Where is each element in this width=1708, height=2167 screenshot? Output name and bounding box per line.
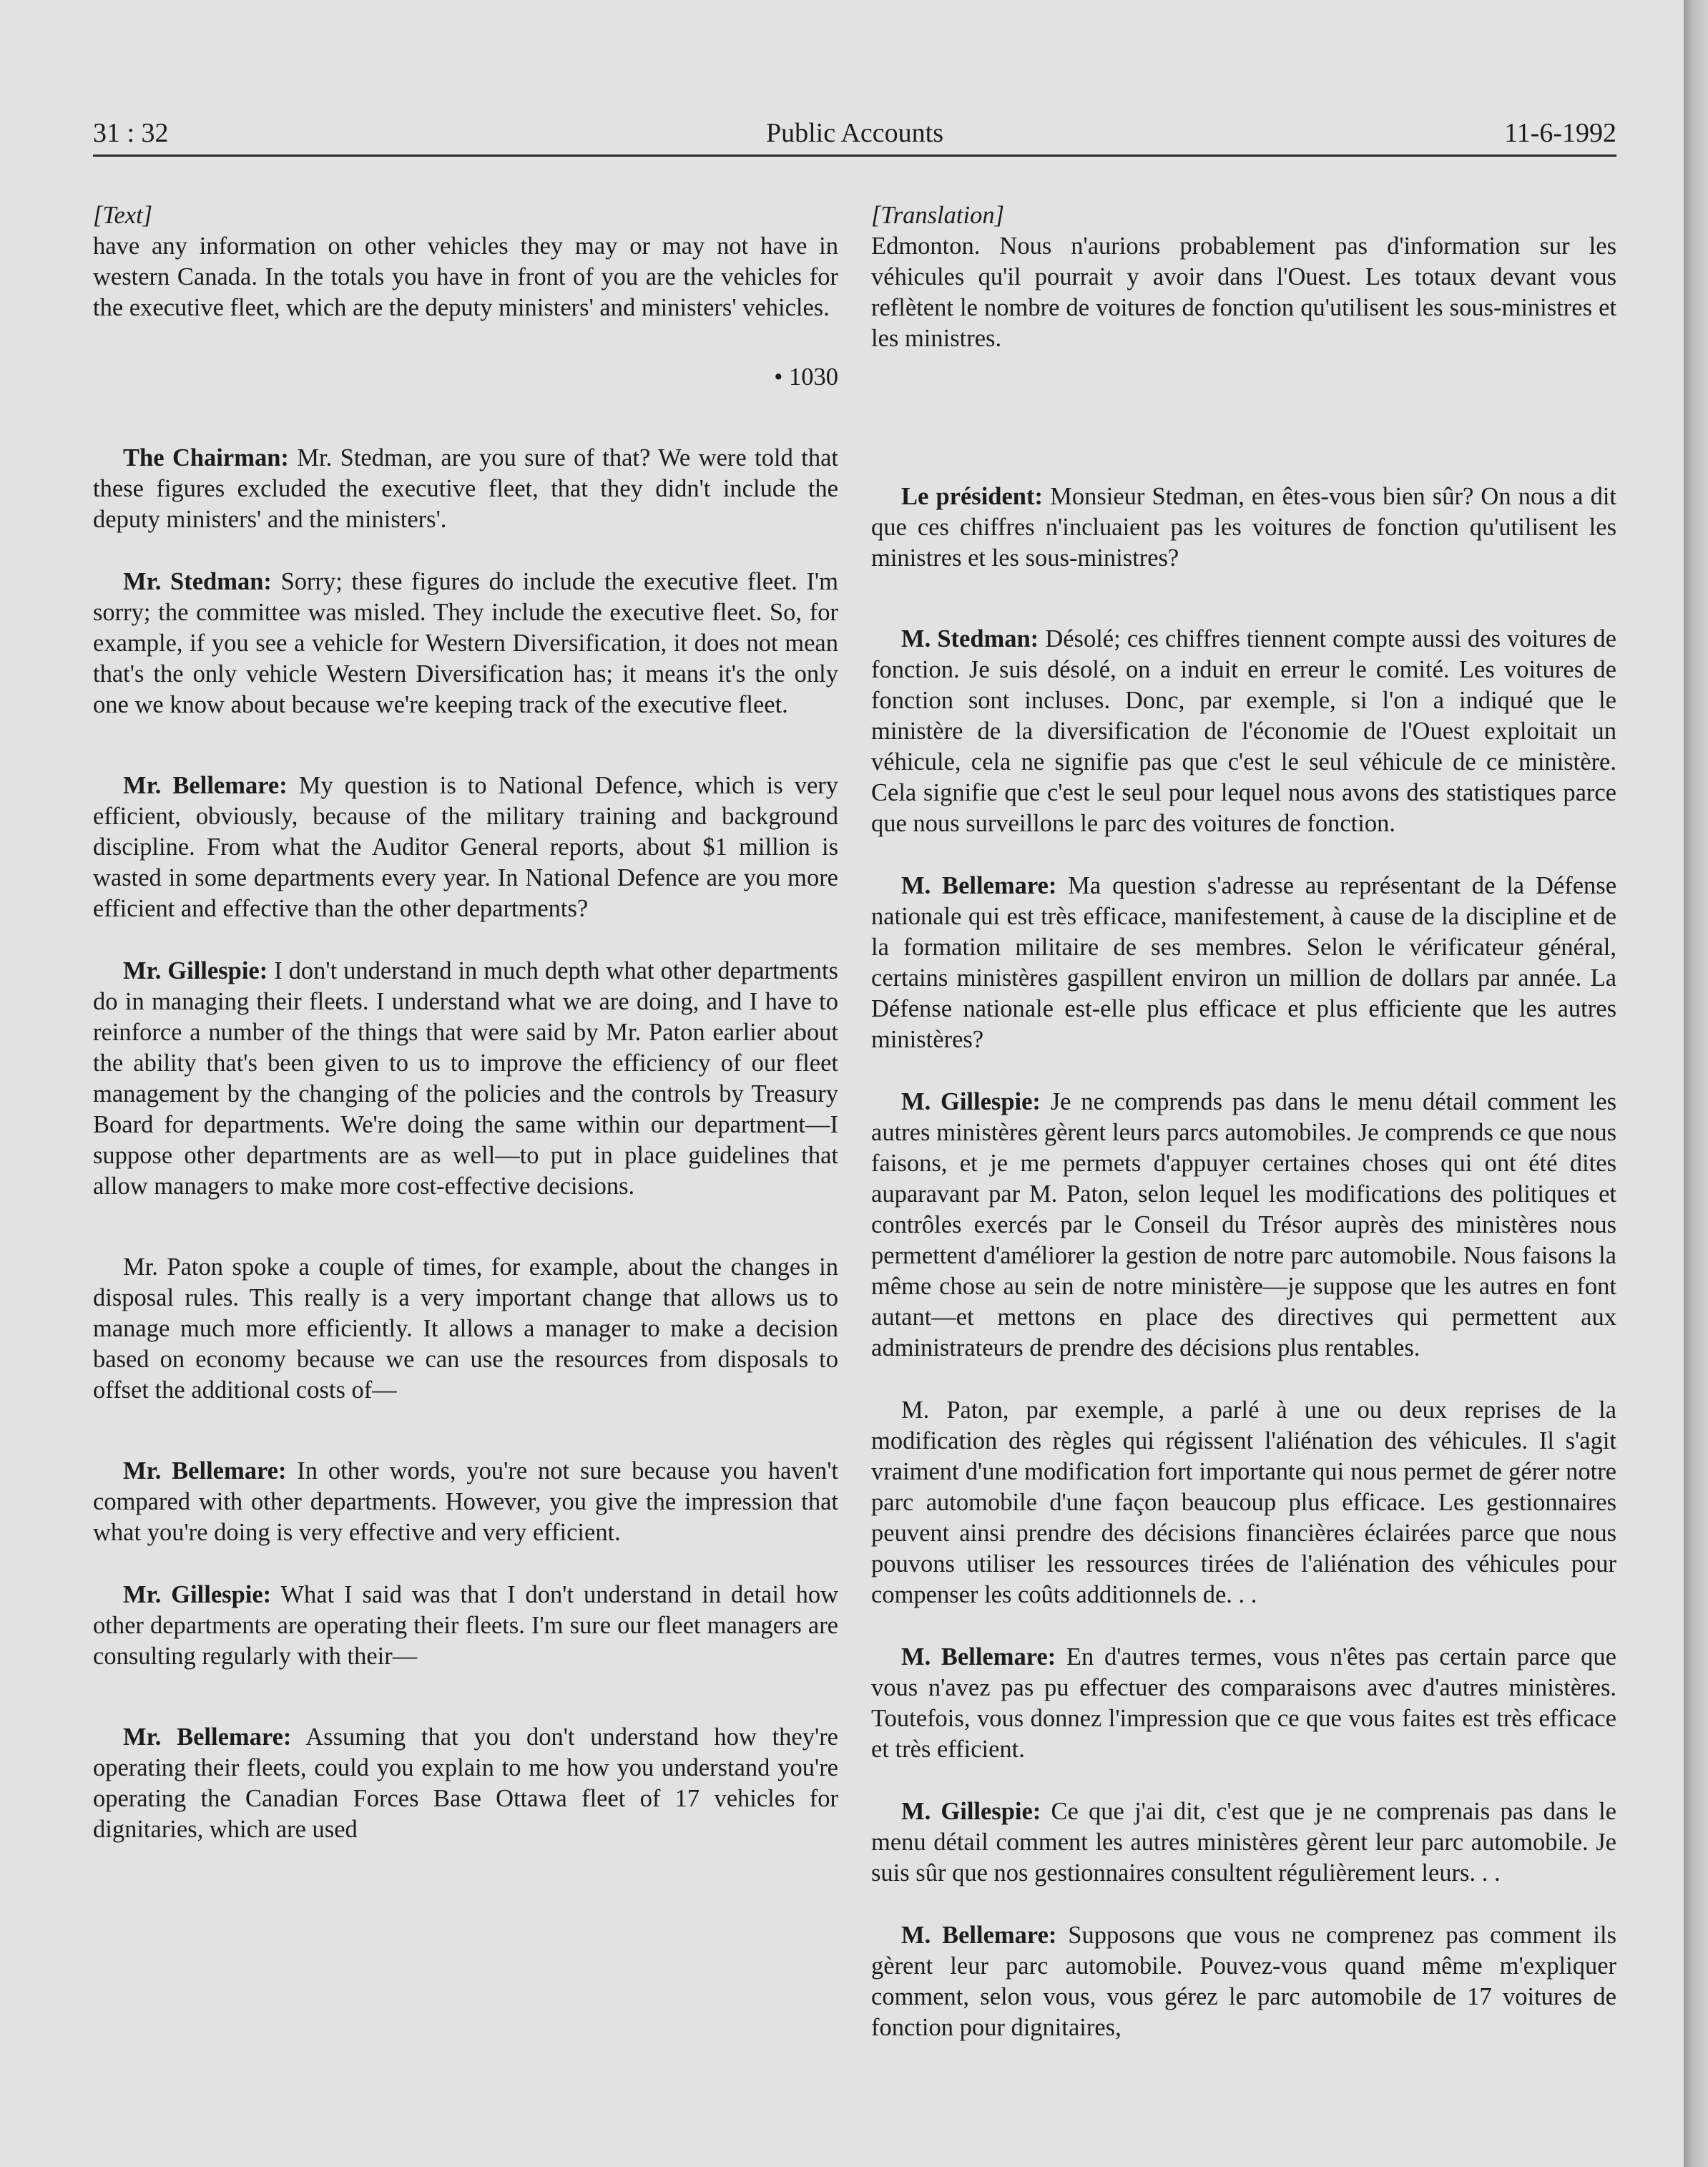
speech-paragraph	[93, 443, 838, 535]
speech-paragraph	[93, 1722, 838, 1845]
speaker-name: M. Bellemare:	[901, 872, 1057, 899]
speaker-name: Mr. Stedman:	[123, 568, 272, 595]
running-title: Public Accounts	[765, 118, 944, 148]
speaker-name: The Chairman:	[123, 444, 289, 471]
running-header	[93, 117, 1616, 160]
speech-text: En d'autres termes, vous n'êtes pas certain parce que vous n'avez pas pu effectuer des comparaisons avec d'autres ministères. Toutefois, vous donnez l'impression que ce que vous faites est très efficace et très efficient.	[871, 1643, 1616, 1763]
speech-paragraph	[871, 871, 1616, 1055]
speaker-name: M. Bellemare:	[901, 1922, 1057, 1949]
speech-paragraph	[871, 1796, 1616, 1889]
speech-paragraph	[871, 1642, 1616, 1765]
header-rule	[93, 155, 1616, 157]
page-number: 31 : 32	[93, 118, 169, 148]
french-column	[871, 200, 1616, 2043]
speech-paragraph	[871, 1395, 1616, 1610]
speaker-name: M. Gillespie:	[901, 1798, 1041, 1825]
speech-text: Ma question s'adresse au représentant de la Défense nationale qui est très efficace, manifestement, à cause de la discipline et de la formation militaire de ses membres. Selon le vérificateur général, certains ministères gaspillent environ un million de dollars par année. La Défense nationale est-elle plus efficace et plus efficiente que les autres ministères?	[871, 872, 1617, 1053]
speaker-name: Le président:	[901, 483, 1043, 510]
speech-text: My question is to National Defence, which is very efficient, obviously, because of the military training and background discipline. From what the Auditor General reports, about $1 million is wasted in some departments every year. In National Defence are you more efficient and effective than the other departments?	[93, 772, 838, 922]
speech-paragraph	[93, 771, 838, 924]
language-tag: [Translation]	[871, 202, 1004, 229]
timestamp: • 1030	[774, 363, 838, 391]
speech-paragraph	[871, 1087, 1616, 1364]
speaker-name: M. Gillespie:	[901, 1088, 1041, 1115]
speech-text: Monsieur Stedman, en êtes-vous bien sûr? On nous a dit que ces chiffres n'incluaient pas les voitures de fonction qu'utilisent les ministres et les sous-ministres?	[871, 483, 1616, 572]
page-edge	[1684, 0, 1708, 2167]
speech-paragraph	[93, 567, 838, 720]
speech-text: Sorry; these figures do include the executive fleet. I'm sorry; the committee was misled. They include the executive fleet. So, for example, if you see a vehicle for Western Diversification, it does not mean that's the only vehicle Western Diversification has; it means it's the only one we know about because we're keeping track of the executive fleet.	[93, 568, 838, 718]
speech-text: Mr. Paton spoke a couple of times, for example, about the changes in disposal rules. This really is a very important change that allows us to manage much more efficiently. It allows a manager to make a decision based on economy because we can use the resources from disposals to offset the additional costs of—	[93, 1253, 838, 1404]
intro-paragraph: Edmonton. Nous n'aurions probablement pas d'information sur les véhicules qu'il pourrait y avoir dans l'Ouest. Les totaux devant vous reflètent le nombre de voitures de fonction qu'utilisent les sous-ministres et les ministres.	[871, 233, 1616, 352]
speech-paragraph	[871, 624, 1616, 839]
speech-text: Mr. Stedman, are you sure of that? We were told that these figures excluded the executive fleet, that they didn't include the deputy ministers' and the ministers'.	[93, 444, 838, 533]
speech-text: Assuming that you don't understand how they're operating their fleets, could you explain to me how you understand you're operating the Canadian Forces Base Ottawa fleet of 17 vehicles for dignitaries, which are used	[93, 1723, 838, 1843]
speaker-name: Mr. Gillespie:	[123, 1581, 272, 1608]
speech-paragraph	[93, 956, 838, 1202]
speaker-name: Mr. Bellemare:	[123, 1457, 287, 1484]
speech-text: Supposons que vous ne comprenez pas comment ils gèrent leur parc automobile. Pouvez-vous quand même m'expliquer comment, selon vous, vous gérez le parc automobile de 17 voitures de fonction pour dignitaires,	[871, 1922, 1616, 2041]
speech-paragraph	[871, 481, 1616, 574]
speech-text: Désolé; ces chiffres tiennent compte aussi des voitures de fonction. Je suis désolé, on a induit en erreur le comité. Les voitures de fonction sont incluses. Donc, par exemple, si l'on a indiqué que le ministère de la diversification de l'économie de l'Ouest exploitait un véhicule, cela ne signifie pas que c'est le seul véhicule de ce ministère. Cela signifie que c'est le seul pour lequel nous avons des statistiques parce que nous surveillons le parc des voitures de fonction.	[871, 625, 1616, 837]
english-column	[93, 200, 838, 1845]
speech-paragraph	[93, 1580, 838, 1672]
speech-text: Je ne comprends pas dans le menu détail comment les autres ministères gèrent leurs parcs automobiles. Je comprends ce que nous faisons, et je me permets d'appuyer certaines choses qui ont été dites auparavant par M. Paton, selon lequel les modifications des politiques et contrôles exercés par le Conseil du Trésor auprès des ministères nous permettent d'améliorer la gestion de notre parc automobile. Nous faisons la même chose au sein de notre ministère—je suppose que les autres en font autant—et mettons en place des directives qui permettent aux administrateurs de prendre des décisions plus rentables.	[871, 1088, 1616, 1361]
speech-paragraph	[93, 1456, 838, 1548]
speaker-name: M. Bellemare:	[901, 1643, 1056, 1671]
speaker-name: Mr. Gillespie:	[123, 957, 268, 984]
speech-text: Ce que j'ai dit, c'est que je ne comprenais pas dans le menu détail comment les autres ministères gèrent leur parc automobile. Je suis sûr que nos gestionnaires consultent régulièrement leurs. . .	[871, 1798, 1616, 1887]
speaker-name: Mr. Bellemare:	[123, 772, 288, 799]
speech-paragraph	[93, 1252, 838, 1406]
page-date: 11-6-1992	[1504, 118, 1616, 148]
speech-paragraph	[871, 1920, 1616, 2043]
speech-text: M. Paton, par exemple, a parlé à une ou deux reprises de la modification des règles qui régissent l'aliénation des véhicules. Il s'agit vraiment d'une modification fort importante qui nous permet de gérer notre parc automobile d'une façon beaucoup plus efficace. Les gestionnaires peuvent ainsi prendre des décisions financières éclairées parce que nous pouvons utiliser les ressources tirées de l'aliénation des véhicules pour compenser les coûts additionnels de. . .	[871, 1396, 1616, 1608]
speaker-name: M. Stedman:	[901, 625, 1039, 652]
intro-paragraph: have any information on other vehicles they may or may not have in western Canada. In the totals you have in front of you are the vehicles for the executive fleet, which are the deputy ministers' and ministers' vehicles.	[93, 233, 838, 321]
speech-text: I don't understand in much depth what other departments do in managing their fleets. I understand what we are doing, and I have to reinforce a number of the things that were said by Mr. Paton earlier about the ability that's been given to us to improve the efficiency of our fleet management by the changing of the policies and the controls by Treasury Board for departments. We're doing the same within our department—I suppose other departments are as well—to put in place guidelines that allow managers to make more cost-effective decisions.	[93, 957, 838, 1200]
speech-text: What I said was that I don't understand in detail how other departments are operating their fleets. I'm sure our fleet managers are consulting regularly with their—	[93, 1581, 838, 1670]
speech-text: In other words, you're not sure because you haven't compared with other departments. However, you give the impression that what you're doing is very effective and very efficient.	[93, 1457, 839, 1546]
language-tag: [Text]	[93, 202, 153, 229]
speaker-name: Mr. Bellemare:	[123, 1723, 292, 1751]
